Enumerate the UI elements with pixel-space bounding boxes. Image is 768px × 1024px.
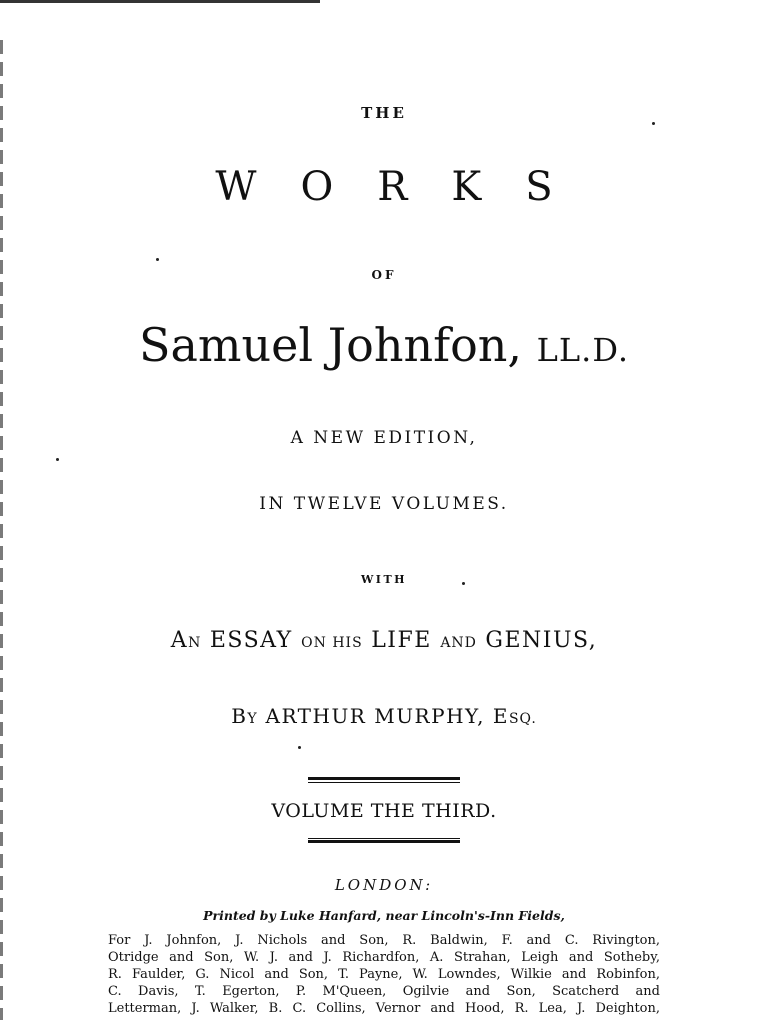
booksellers-line: R. Faulder, G. Nicol and Son, T. Payne, W. Lowndes, Wilkie and Robinfon, bbox=[108, 967, 660, 982]
heading-of: OF bbox=[371, 268, 397, 282]
with-line: WITH bbox=[360, 573, 408, 586]
heading-works: WORKS bbox=[215, 164, 597, 210]
imprint-place: LONDON: bbox=[334, 876, 434, 894]
double-rule-top bbox=[308, 777, 460, 783]
by-line bbox=[0, 704, 768, 728]
ink-speck bbox=[156, 258, 159, 261]
ink-speck bbox=[652, 122, 655, 125]
ink-speck bbox=[298, 746, 301, 749]
author-degree: LL.D. bbox=[536, 331, 630, 369]
author-name: Samuel Johnfon, bbox=[138, 318, 523, 372]
essay-genius: GENIUS, bbox=[485, 628, 598, 653]
by-esq-rest: SQ. bbox=[508, 711, 537, 727]
heading-the: THE bbox=[361, 104, 407, 122]
booksellers-line: Otridge and Son, W. J. and J. Richardfon, A. Strahan, Leigh and Sotheby, bbox=[108, 950, 660, 965]
by-esq-initial: E bbox=[492, 704, 509, 728]
booksellers-line: C. Davis, T. Egerton, P. M'Queen, Ogilvie and Son, Scatcherd and bbox=[108, 984, 660, 999]
by-rest: Y bbox=[247, 711, 258, 727]
essay-life: LIFE bbox=[371, 628, 432, 653]
booksellers-line: For J. Johnfon, J. Nichols and Son, R. Baldwin, F. and C. Rivington, bbox=[108, 933, 660, 948]
volumes-line: IN TWELVE VOLUMES. bbox=[259, 494, 509, 514]
booksellers-line: Letterman, J. Walker, B. C. Collins, Vernor and Hood, R. Lea, J. Deighton, bbox=[108, 1001, 660, 1016]
imprint-printer: Printed by Luke Hanfard, near Lincoln's-Inn Fields, bbox=[203, 908, 565, 923]
essay-and: AND bbox=[440, 635, 477, 651]
essay-line bbox=[0, 628, 768, 653]
edition-line: A NEW EDITION, bbox=[290, 428, 478, 448]
essay-word: ESSAY bbox=[209, 628, 293, 653]
by-author-name: ARTHUR MURPHY, bbox=[265, 704, 485, 728]
by-initial: B bbox=[231, 704, 248, 728]
author-line bbox=[0, 318, 768, 372]
ink-speck bbox=[462, 582, 465, 585]
booksellers-list bbox=[108, 932, 660, 1017]
essay-an-initial: A bbox=[170, 628, 189, 653]
essay-on-his: ON HIS bbox=[301, 635, 363, 651]
double-rule-bottom bbox=[308, 838, 460, 843]
ink-speck bbox=[56, 458, 59, 461]
volume-line: VOLUME THE THIRD. bbox=[271, 800, 497, 822]
essay-an-rest: N bbox=[188, 635, 202, 651]
scan-top-border bbox=[0, 0, 320, 3]
